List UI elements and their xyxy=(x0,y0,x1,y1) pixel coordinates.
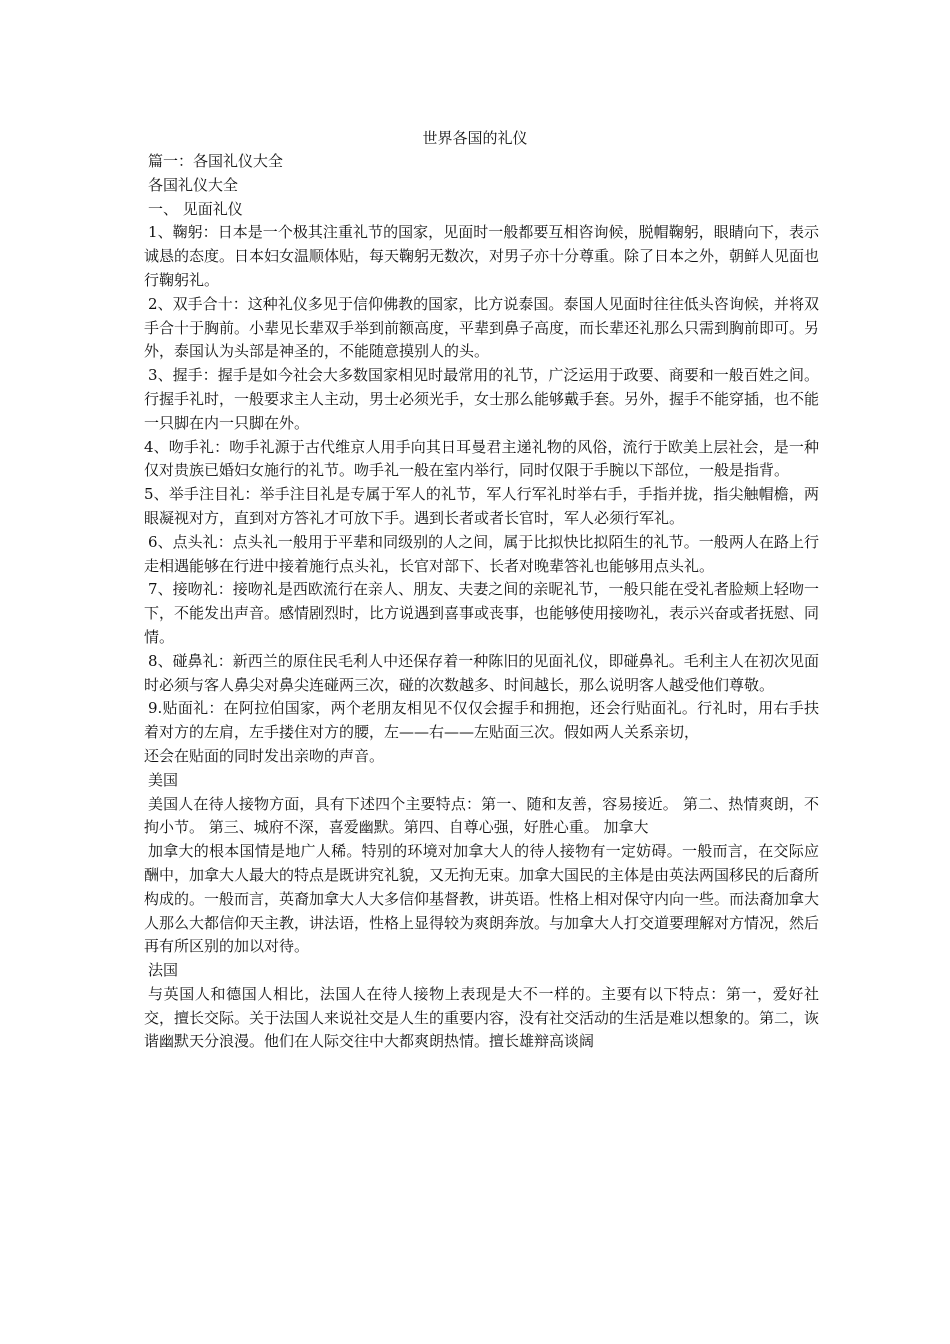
paragraph: 6、点头礼：点头礼一般用于平辈和同级别的人之间，属于比拟快比拟陌生的礼节。一般两人在路上行走相遇能够在行进中接着施行点头礼，长官对部下、长者对晚辈答礼也能够用点头礼。 xyxy=(144,532,819,575)
document-title: 世界各国的礼仪 xyxy=(422,129,528,147)
paragraph: 美国人在待人接物方面，具有下述四个主要特点：第一、随和友善，容易接近。 第二、热情爽朗，不拘小节。 第三、城府不深，喜爱幽默。第四、自尊心强，好胜心重。 加拿大 xyxy=(144,794,819,837)
paragraph: 加拿大的根本国情是地广人稀。特别的环境对加拿大人的待人接物有一定妨碍。一般而言，在交际应酬中，加拿大人最大的特点是既讲究礼貌，又无拘无束。加拿大国民的主体是由英法两国移民的后裔所构成的。一般而言，英裔加拿大人大多信仰基督教，讲英语。性格上相对保守内向一些。而法裔加拿大人那么大都信仰天主教，讲法语，性格上显得较为爽朗奔放。与加拿大人打交道要理解对方情况，然后再有所区别的加以对待。 xyxy=(144,842,820,956)
section-heading: 美国 xyxy=(148,770,179,789)
section-heading: 一、 见面礼仪 xyxy=(148,199,243,218)
paragraph: 5、举手注目礼：举手注目礼是专属于军人的礼节，军人行军礼时举右手，手指并拢，指尖触帽檐，两眼凝视对方，直到对方答礼才可放下手。遇到长者或者长官时，军人必须行军礼。 xyxy=(144,485,819,527)
paragraph: 2、双手合十：这种礼仪多见于信仰佛教的国家，比方说泰国。泰国人见面时往往低头咨询候，并将双手合十于胸前。小辈见长辈双手举到前额高度，平辈到鼻子高度，而长辈还礼那么只需到胸前即可。另外，泰国认为头部是神圣的，不能随意摸别人的头。 xyxy=(144,294,820,361)
section-heading: 法国 xyxy=(148,961,179,980)
paragraph: 7、接吻礼：接吻礼是西欧流行在亲人、朋友、夫妻之间的亲昵礼节，一般只能在受礼者脸颊上轻吻一下，不能发出声音。感情剧烈时，比方说遇到喜事或丧事，也能够使用接吻礼，表示兴奋或者抚慰、同情。 xyxy=(144,580,820,646)
paragraph: 9.贴面礼：在阿拉伯国家，两个老朋友相见不仅仅会握手和拥抱，还会行贴面礼。行礼时，用右手扶着对方的左肩，左手搂住对方的腰，左——右——左贴面三次。假如两人关系亲切， xyxy=(144,699,819,742)
section-heading: 各国礼仪大全 xyxy=(148,175,239,194)
section-heading: 篇一：各国礼仪大全 xyxy=(148,152,284,170)
paragraph: 与英国人和德国人相比，法国人在待人接物上表现是大不一样的。主要有以下特点：第一，爱好社交，擅长交际。关于法国人来说社交是人生的重要内容，没有社交活动的生活是难以想象的。第二，诙谐幽默天分浪漫。他们在人际交往中大都爽朗热情。擅长雄辩高谈阔 xyxy=(144,984,820,1051)
paragraph: 8、碰鼻礼：新西兰的原住民毛利人中还保存着一种陈旧的见面礼仪，即碰鼻礼。毛利主人在初次见面时必须与客人鼻尖对鼻尖连碰两三次，碰的次数越多、时间越长，那么说明客人越受他们尊敬。 xyxy=(144,651,819,694)
paragraph: 还会在贴面的同时发出亲吻的声音。 xyxy=(144,746,385,765)
document-body xyxy=(144,150,819,1054)
paragraph: 4、吻手礼：吻手礼源于古代维京人用手向其日耳曼君主递礼物的风俗，流行于欧美上层社会，是一种仅对贵族已婚妇女施行的礼节。吻手礼一般在室内举行，同时仅限于手腕以下部位，一般是指背。 xyxy=(144,437,819,480)
paragraph: 3、握手：握手是如今社会大多数国家相见时最常用的礼节，广泛运用于政要、商要和一般百姓之间。行握手礼时，一般要求主人主动，男士必须光手，女士那么能够戴手套。另外，握手不能穿插，也不能一只脚在内一只脚在外。 xyxy=(144,366,820,432)
paragraph: 1、鞠躬：日本是一个极其注重礼节的国家，见面时一般都要互相咨询候，脱帽鞠躬，眼睛向下，表示诚恳的态度。日本妇女温顺体贴，每天鞠躬无数次，对男子亦十分尊重。除了日本之外，朝鲜人见面也行鞠躬礼。 xyxy=(144,223,820,289)
